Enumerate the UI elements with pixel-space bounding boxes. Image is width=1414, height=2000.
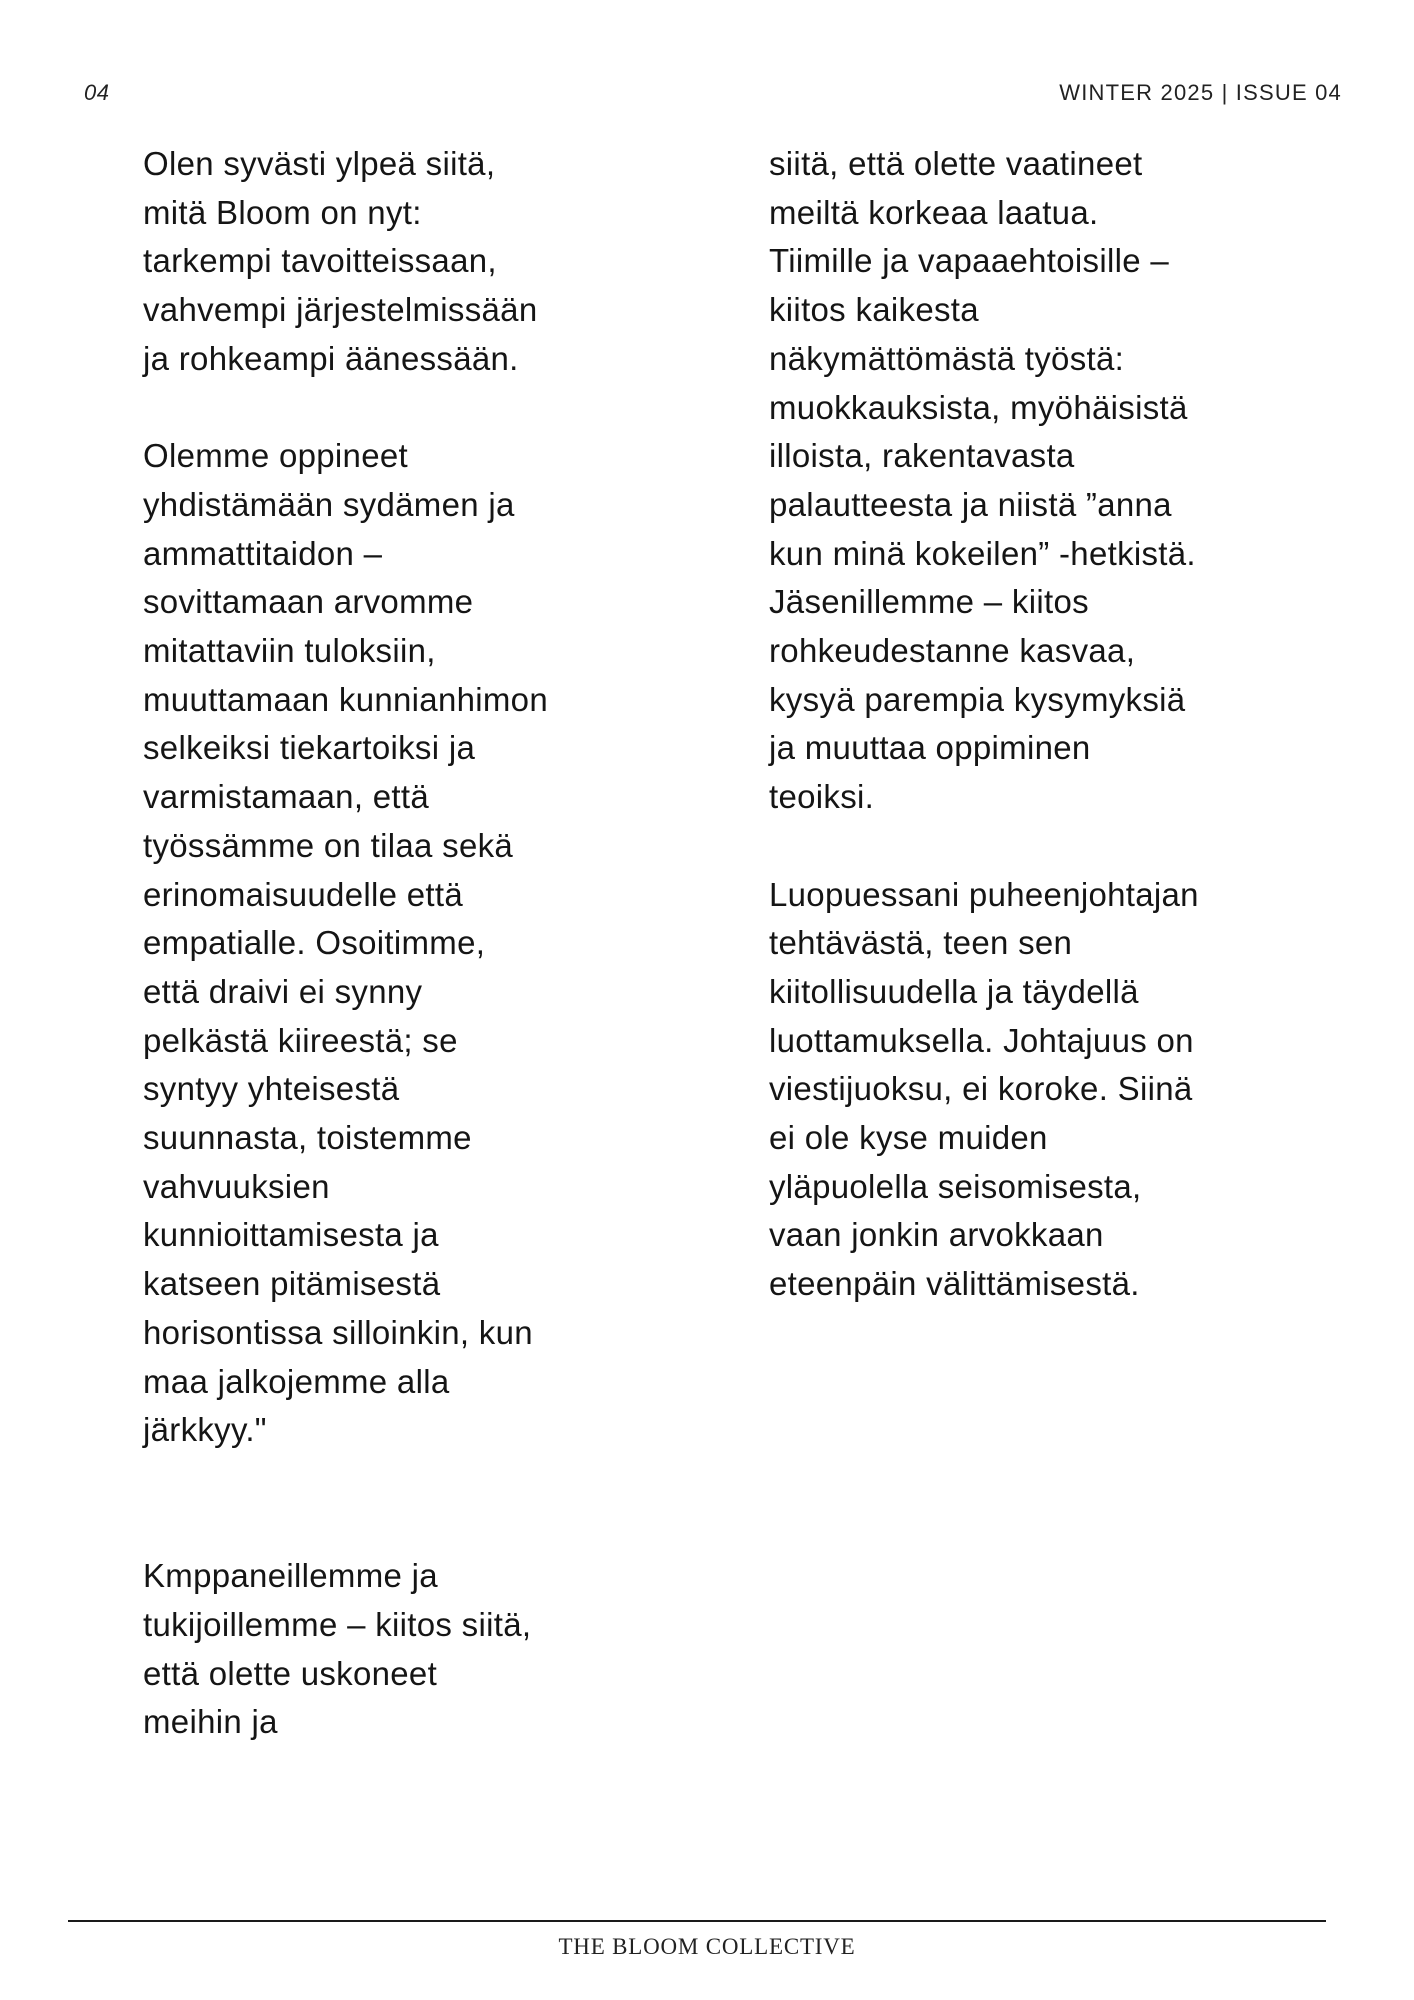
text-line: sovittamaan arvomme	[143, 583, 474, 621]
text-line: muuttamaan kunnianhimon	[143, 680, 548, 718]
text-line: kiitos kaikesta	[769, 291, 979, 329]
text-line: meihin ja	[143, 1703, 278, 1741]
text-line: ja muuttaa oppiminen	[769, 729, 1091, 767]
text-line: kysyä parempia kysymyksiä	[769, 680, 1186, 718]
issue-label: WINTER 2025 | ISSUE 04	[1059, 80, 1342, 105]
page-number: 04	[84, 80, 110, 105]
text-line: kun minä kokeilen” -hetkistä.	[769, 534, 1196, 572]
text-line: järkkyy."	[143, 1411, 267, 1449]
text-line: Tiimille ja vapaaehtoisille –	[769, 242, 1169, 280]
text-line: tarkempi tavoitteissaan,	[143, 242, 497, 280]
text-line: Olemme oppineet	[143, 437, 408, 475]
text-line: tukijoillemme – kiitos siitä,	[143, 1606, 532, 1644]
text-line: kiitollisuudella ja täydellä	[769, 972, 1139, 1010]
text-line: Olen syvästi ylpeä siitä,	[143, 145, 496, 182]
text-line: varmistamaan, että	[143, 778, 430, 816]
text-line: palautteesta ja niistä ”anna	[769, 485, 1172, 523]
text-line: siitä, että olette vaatineet	[769, 145, 1143, 182]
text-line: horisontissa silloinkin, kun	[143, 1313, 533, 1351]
text-line: työssämme on tilaa sekä	[143, 826, 514, 864]
text-line: kunnioittamisesta ja	[143, 1216, 439, 1254]
text-line: Luopuessani puheenjohtajan	[769, 875, 1199, 913]
text-line: vahvempi järjestelmissään	[143, 291, 538, 329]
text-line: ei ole kyse muiden	[769, 1119, 1048, 1157]
text-line: illoista, rakentavasta	[769, 437, 1075, 475]
text-line: mitattaviin tuloksiin,	[143, 632, 436, 670]
text-line: muokkauksista, myöhäisistä	[769, 388, 1188, 426]
footer-divider	[68, 1920, 1326, 1922]
text-line: vaan jonkin arvokkaan	[769, 1216, 1104, 1254]
text-line: empatialle. Osoitimme,	[143, 924, 486, 962]
text-line: näkymättömästä työstä:	[769, 339, 1125, 377]
text-line: ja rohkeampi äänessään.	[143, 339, 519, 377]
text-line: erinomaisuudelle että	[143, 875, 463, 913]
right-paragraph-1	[769, 140, 1329, 822]
left-column	[143, 140, 643, 1747]
text-line: vahvuuksien	[143, 1167, 330, 1205]
left-paragraph-1	[143, 140, 643, 384]
text-line: Jäsenillemme – kiitos	[769, 583, 1089, 621]
text-line: että draivi ei synny	[143, 972, 423, 1010]
text-line: suunnasta, toistemme	[143, 1119, 472, 1157]
text-line: että olette uskoneet	[143, 1654, 438, 1692]
text-line: viestijuoksu, ei koroke. Siinä	[769, 1070, 1193, 1108]
left-paragraph-2	[143, 432, 643, 1455]
text-line: luottamuksella. Johtajuus on	[769, 1021, 1194, 1059]
text-line: rohkeudestanne kasvaa,	[769, 632, 1136, 670]
text-line: maa jalkojemme alla	[143, 1362, 450, 1400]
right-column	[769, 140, 1329, 1309]
text-line: meiltä korkeaa laatua.	[769, 193, 1099, 231]
right-paragraph-2	[769, 871, 1329, 1309]
text-line: yläpuolella seisomisesta,	[769, 1167, 1142, 1205]
text-line: selkeiksi tiekartoiksi ja	[143, 729, 476, 767]
text-line: tehtävästä, teen sen	[769, 924, 1073, 962]
text-line: eteenpäin välittämisestä.	[769, 1265, 1140, 1303]
text-line: syntyy yhteisestä	[143, 1070, 400, 1108]
left-paragraph-3	[143, 1552, 643, 1747]
footer-publication-title: THE BLOOM COLLECTIVE	[558, 1934, 856, 1959]
text-line: katseen pitämisestä	[143, 1265, 441, 1303]
text-line: yhdistämään sydämen ja	[143, 485, 515, 523]
text-line: Kmppaneillemme ja	[143, 1557, 438, 1595]
text-line: mitä Bloom on nyt:	[143, 193, 422, 231]
text-line: pelkästä kiireestä; se	[143, 1021, 458, 1059]
text-line: teoiksi.	[769, 778, 875, 816]
text-line: ammattitaidon –	[143, 534, 383, 572]
